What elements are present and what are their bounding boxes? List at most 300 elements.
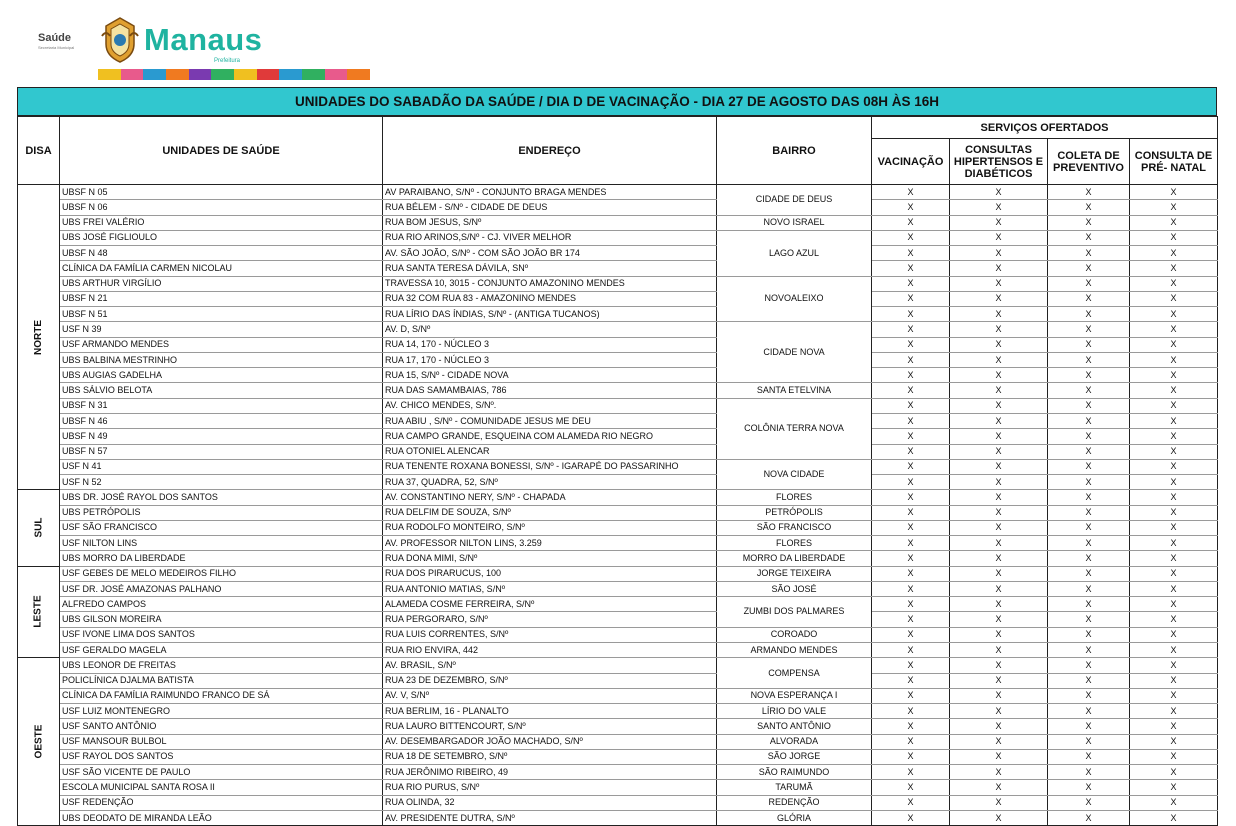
service-mark-coleta: X bbox=[1048, 322, 1130, 337]
service-mark-consultas: X bbox=[950, 520, 1048, 535]
table-row bbox=[18, 704, 1218, 719]
service-mark-coleta: X bbox=[1048, 704, 1130, 719]
table-row bbox=[18, 749, 1218, 764]
unit-address: RUA 37, QUADRA, 52, S/Nº bbox=[383, 475, 717, 490]
unit-name: USF GERALDO MAGELA bbox=[60, 642, 383, 657]
table-row bbox=[18, 627, 1218, 642]
unit-bairro: PETRÓPOLIS bbox=[717, 505, 872, 520]
service-mark-vacinacao: X bbox=[872, 261, 950, 276]
unit-bairro: NOVO ISRAEL bbox=[717, 215, 872, 230]
unit-bairro: SÃO FRANCISCO bbox=[717, 520, 872, 535]
table-row bbox=[18, 475, 1218, 490]
unit-address: RUA CAMPO GRANDE, ESQUEINA COM ALAMEDA RIO NEGRO bbox=[383, 429, 717, 444]
service-mark-coleta: X bbox=[1048, 352, 1130, 367]
prefeitura-label: Prefeitura bbox=[214, 58, 241, 64]
service-mark-prenatal: X bbox=[1130, 780, 1218, 795]
unit-address: RUA ABIU , S/Nº - COMUNIDADE JESUS ME DEU bbox=[383, 413, 717, 428]
unit-address: RUA BÉLEM - S/Nº - CIDADE DE DEUS bbox=[383, 200, 717, 215]
service-mark-prenatal: X bbox=[1130, 322, 1218, 337]
service-mark-prenatal: X bbox=[1130, 551, 1218, 566]
service-mark-coleta: X bbox=[1048, 215, 1130, 230]
service-mark-prenatal: X bbox=[1130, 612, 1218, 627]
disa-label: SUL bbox=[33, 517, 44, 538]
service-mark-consultas: X bbox=[950, 505, 1048, 520]
service-mark-vacinacao: X bbox=[872, 246, 950, 261]
service-mark-vacinacao: X bbox=[872, 566, 950, 581]
service-mark-vacinacao: X bbox=[872, 658, 950, 673]
service-mark-prenatal: X bbox=[1130, 429, 1218, 444]
unit-bairro: ARMANDO MENDES bbox=[717, 642, 872, 657]
service-mark-consultas: X bbox=[950, 276, 1048, 291]
table-row bbox=[18, 490, 1218, 505]
service-mark-prenatal: X bbox=[1130, 337, 1218, 352]
unit-address: AV. DESEMBARGADOR JOÃO MACHADO, S/Nº bbox=[383, 734, 717, 749]
table-row bbox=[18, 719, 1218, 734]
service-mark-vacinacao: X bbox=[872, 230, 950, 245]
service-mark-consultas: X bbox=[950, 749, 1048, 764]
service-mark-consultas: X bbox=[950, 566, 1048, 581]
unit-address: RUA OTONIEL ALENCAR bbox=[383, 444, 717, 459]
service-mark-coleta: X bbox=[1048, 688, 1130, 703]
units-table bbox=[17, 116, 1218, 826]
table-row bbox=[18, 322, 1218, 337]
prefeitura-logo bbox=[34, 12, 374, 82]
service-mark-consultas: X bbox=[950, 719, 1048, 734]
service-mark-vacinacao: X bbox=[872, 429, 950, 444]
service-mark-coleta: X bbox=[1048, 383, 1130, 398]
unit-bairro: FLORES bbox=[717, 536, 872, 551]
service-mark-prenatal: X bbox=[1130, 581, 1218, 596]
service-mark-coleta: X bbox=[1048, 246, 1130, 261]
table-row bbox=[18, 551, 1218, 566]
table-row bbox=[18, 810, 1218, 825]
unit-name: UBS AUGIAS GADELHA bbox=[60, 368, 383, 383]
table-row bbox=[18, 444, 1218, 459]
service-mark-consultas: X bbox=[950, 230, 1048, 245]
service-mark-consultas: X bbox=[950, 200, 1048, 215]
service-mark-consultas: X bbox=[950, 322, 1048, 337]
unit-bairro: GLÓRIA bbox=[717, 810, 872, 825]
service-mark-vacinacao: X bbox=[872, 795, 950, 810]
service-mark-vacinacao: X bbox=[872, 398, 950, 413]
service-mark-consultas: X bbox=[950, 413, 1048, 428]
service-mark-prenatal: X bbox=[1130, 688, 1218, 703]
unit-bairro: SÃO JORGE bbox=[717, 749, 872, 764]
header-bairro: BAIRRO bbox=[717, 117, 872, 185]
service-mark-prenatal: X bbox=[1130, 520, 1218, 535]
service-mark-prenatal: X bbox=[1130, 307, 1218, 322]
unit-name: USF NILTON LINS bbox=[60, 536, 383, 551]
service-mark-coleta: X bbox=[1048, 200, 1130, 215]
service-mark-prenatal: X bbox=[1130, 459, 1218, 474]
disa-label: OESTE bbox=[33, 724, 44, 759]
service-mark-coleta: X bbox=[1048, 459, 1130, 474]
table-row bbox=[18, 581, 1218, 596]
service-mark-vacinacao: X bbox=[872, 612, 950, 627]
table-row bbox=[18, 185, 1218, 200]
service-mark-vacinacao: X bbox=[872, 704, 950, 719]
service-mark-vacinacao: X bbox=[872, 749, 950, 764]
service-mark-consultas: X bbox=[950, 627, 1048, 642]
table-row bbox=[18, 261, 1218, 276]
unit-name: UBSF N 48 bbox=[60, 246, 383, 261]
unit-bairro: SÃO RAIMUNDO bbox=[717, 765, 872, 780]
unit-bairro: SANTA ETELVINA bbox=[717, 383, 872, 398]
service-mark-prenatal: X bbox=[1130, 765, 1218, 780]
service-mark-prenatal: X bbox=[1130, 291, 1218, 306]
service-mark-vacinacao: X bbox=[872, 780, 950, 795]
unit-name: UBS ARTHUR VIRGÍLIO bbox=[60, 276, 383, 291]
unit-address: RUA RIO ENVIRA, 442 bbox=[383, 642, 717, 657]
unit-address: RUA RIO ARINOS,S/Nº - CJ. VIVER MELHOR bbox=[383, 230, 717, 245]
service-mark-coleta: X bbox=[1048, 505, 1130, 520]
service-mark-consultas: X bbox=[950, 307, 1048, 322]
header-vacinacao: VACINAÇÃO bbox=[872, 139, 950, 185]
service-mark-prenatal: X bbox=[1130, 475, 1218, 490]
service-mark-coleta: X bbox=[1048, 307, 1130, 322]
unit-address: RUA JERÔNIMO RIBEIRO, 49 bbox=[383, 765, 717, 780]
unit-name: UBSF N 46 bbox=[60, 413, 383, 428]
service-mark-coleta: X bbox=[1048, 444, 1130, 459]
unit-bairro: REDENÇÃO bbox=[717, 795, 872, 810]
service-mark-consultas: X bbox=[950, 551, 1048, 566]
service-mark-consultas: X bbox=[950, 658, 1048, 673]
service-mark-coleta: X bbox=[1048, 276, 1130, 291]
table-row bbox=[18, 307, 1218, 322]
unit-address: RUA DAS SAMAMBAIAS, 786 bbox=[383, 383, 717, 398]
service-mark-coleta: X bbox=[1048, 658, 1130, 673]
unit-bairro: NOVA ESPERANÇA I bbox=[717, 688, 872, 703]
unit-name: UBSF N 49 bbox=[60, 429, 383, 444]
sheet-title: UNIDADES DO SABADÃO DA SAÚDE / DIA D DE VACINAÇÃO - DIA 27 DE AGOSTO DAS 08H ÀS 16H bbox=[17, 87, 1217, 116]
unit-address: RUA ANTONIO MATIAS, S/Nº bbox=[383, 581, 717, 596]
service-mark-consultas: X bbox=[950, 246, 1048, 261]
service-mark-coleta: X bbox=[1048, 230, 1130, 245]
table-row bbox=[18, 566, 1218, 581]
service-mark-vacinacao: X bbox=[872, 307, 950, 322]
unit-address: RUA 14, 170 - NÚCLEO 3 bbox=[383, 337, 717, 352]
unit-name: UBS LEONOR DE FREITAS bbox=[60, 658, 383, 673]
unit-address: RUA SANTA TERESA DÁVILA, SNº bbox=[383, 261, 717, 276]
table-row bbox=[18, 291, 1218, 306]
table-row bbox=[18, 734, 1218, 749]
header-coleta: COLETA DE PREVENTIVO bbox=[1048, 139, 1130, 185]
service-mark-consultas: X bbox=[950, 536, 1048, 551]
unit-name: USF N 52 bbox=[60, 475, 383, 490]
service-mark-prenatal: X bbox=[1130, 704, 1218, 719]
service-mark-consultas: X bbox=[950, 429, 1048, 444]
service-mark-prenatal: X bbox=[1130, 795, 1218, 810]
service-mark-coleta: X bbox=[1048, 429, 1130, 444]
service-mark-coleta: X bbox=[1048, 581, 1130, 596]
service-mark-vacinacao: X bbox=[872, 368, 950, 383]
service-mark-prenatal: X bbox=[1130, 673, 1218, 688]
service-mark-vacinacao: X bbox=[872, 581, 950, 596]
service-mark-consultas: X bbox=[950, 780, 1048, 795]
service-mark-consultas: X bbox=[950, 398, 1048, 413]
unit-bairro: SÃO JOSÉ bbox=[717, 581, 872, 596]
header-disa: DISA bbox=[18, 117, 60, 185]
service-mark-coleta: X bbox=[1048, 734, 1130, 749]
unit-name: USF REDENÇÃO bbox=[60, 795, 383, 810]
disa-cell bbox=[18, 658, 60, 826]
service-mark-coleta: X bbox=[1048, 765, 1130, 780]
unit-name: USF GEBES DE MELO MEDEIROS FILHO bbox=[60, 566, 383, 581]
service-mark-consultas: X bbox=[950, 581, 1048, 596]
service-mark-vacinacao: X bbox=[872, 490, 950, 505]
unit-address: TRAVESSA 10, 3015 - CONJUNTO AMAZONINO MENDES bbox=[383, 276, 717, 291]
unit-address: RUA 18 DE SETEMBRO, S/Nº bbox=[383, 749, 717, 764]
unit-name: UBS DEODATO DE MIRANDA LEÃO bbox=[60, 810, 383, 825]
unit-address: AV. BRASIL, S/Nº bbox=[383, 658, 717, 673]
service-mark-vacinacao: X bbox=[872, 352, 950, 367]
table-row bbox=[18, 200, 1218, 215]
service-mark-prenatal: X bbox=[1130, 383, 1218, 398]
service-mark-consultas: X bbox=[950, 642, 1048, 657]
service-mark-vacinacao: X bbox=[872, 505, 950, 520]
unit-address: AV. V, S/Nº bbox=[383, 688, 717, 703]
service-mark-consultas: X bbox=[950, 597, 1048, 612]
service-mark-coleta: X bbox=[1048, 795, 1130, 810]
service-mark-prenatal: X bbox=[1130, 215, 1218, 230]
unit-name: UBS DR. JOSÉ RAYOL DOS SANTOS bbox=[60, 490, 383, 505]
table-row bbox=[18, 383, 1218, 398]
service-mark-vacinacao: X bbox=[872, 383, 950, 398]
service-mark-consultas: X bbox=[950, 490, 1048, 505]
disa-label: NORTE bbox=[33, 319, 44, 355]
service-mark-consultas: X bbox=[950, 444, 1048, 459]
table-row bbox=[18, 505, 1218, 520]
saude-label: Saúde bbox=[38, 32, 72, 44]
unit-name: UBS MORRO DA LIBERDADE bbox=[60, 551, 383, 566]
disa-cell bbox=[18, 185, 60, 490]
service-mark-vacinacao: X bbox=[872, 673, 950, 688]
service-mark-prenatal: X bbox=[1130, 413, 1218, 428]
table-row bbox=[18, 398, 1218, 413]
unit-name: USF N 39 bbox=[60, 322, 383, 337]
table-row bbox=[18, 368, 1218, 383]
unit-address: AV. SÃO JOÃO, S/Nº - COM SÃO JOÃO BR 174 bbox=[383, 246, 717, 261]
unit-name: USF SANTO ANTÔNIO bbox=[60, 719, 383, 734]
unit-address: RUA DOS PIRARUCUS, 100 bbox=[383, 566, 717, 581]
unit-address: RUA 15, S/Nº - CIDADE NOVA bbox=[383, 368, 717, 383]
service-mark-coleta: X bbox=[1048, 627, 1130, 642]
unit-address: RUA 32 COM RUA 83 - AMAZONINO MENDES bbox=[383, 291, 717, 306]
unit-address: RUA LUIS CORRENTES, S/Nº bbox=[383, 627, 717, 642]
unit-name: UBSF N 51 bbox=[60, 307, 383, 322]
unit-name: UBS BALBINA MESTRINHO bbox=[60, 352, 383, 367]
service-mark-consultas: X bbox=[950, 810, 1048, 825]
service-mark-coleta: X bbox=[1048, 673, 1130, 688]
unit-bairro: ALVORADA bbox=[717, 734, 872, 749]
service-mark-coleta: X bbox=[1048, 566, 1130, 581]
service-mark-prenatal: X bbox=[1130, 505, 1218, 520]
service-mark-prenatal: X bbox=[1130, 444, 1218, 459]
table-row bbox=[18, 795, 1218, 810]
unit-name: ESCOLA MUNICIPAL SANTA ROSA II bbox=[60, 780, 383, 795]
table-row bbox=[18, 215, 1218, 230]
unit-bairro: SANTO ANTÔNIO bbox=[717, 719, 872, 734]
unit-bairro: NOVOALEIXO bbox=[717, 276, 872, 322]
service-mark-coleta: X bbox=[1048, 475, 1130, 490]
service-mark-consultas: X bbox=[950, 795, 1048, 810]
service-mark-coleta: X bbox=[1048, 185, 1130, 200]
service-mark-consultas: X bbox=[950, 612, 1048, 627]
unit-name: USF IVONE LIMA DOS SANTOS bbox=[60, 627, 383, 642]
unit-name: UBSF N 05 bbox=[60, 185, 383, 200]
service-mark-vacinacao: X bbox=[872, 200, 950, 215]
service-mark-vacinacao: X bbox=[872, 642, 950, 657]
service-mark-prenatal: X bbox=[1130, 246, 1218, 261]
service-mark-vacinacao: X bbox=[872, 719, 950, 734]
table-row bbox=[18, 459, 1218, 474]
disa-label: LESTE bbox=[32, 595, 44, 629]
unit-name: USF MANSOUR BULBOL bbox=[60, 734, 383, 749]
service-mark-coleta: X bbox=[1048, 490, 1130, 505]
service-mark-vacinacao: X bbox=[872, 337, 950, 352]
unit-address: RUA 17, 170 - NÚCLEO 3 bbox=[383, 352, 717, 367]
unit-bairro: FLORES bbox=[717, 490, 872, 505]
table-row bbox=[18, 246, 1218, 261]
service-mark-coleta: X bbox=[1048, 780, 1130, 795]
service-mark-prenatal: X bbox=[1130, 398, 1218, 413]
service-mark-consultas: X bbox=[950, 673, 1048, 688]
service-mark-coleta: X bbox=[1048, 261, 1130, 276]
unit-name: CLÍNICA DA FAMÍLIA RAIMUNDO FRANCO DE SÁ bbox=[60, 688, 383, 703]
unit-address: AV. CONSTANTINO NERY, S/Nº - CHAPADA bbox=[383, 490, 717, 505]
service-mark-vacinacao: X bbox=[872, 475, 950, 490]
color-strip bbox=[98, 69, 370, 80]
service-mark-prenatal: X bbox=[1130, 230, 1218, 245]
service-mark-prenatal: X bbox=[1130, 597, 1218, 612]
table-row bbox=[18, 520, 1218, 535]
table-row bbox=[18, 276, 1218, 291]
unit-name: USF SÃO VICENTE DE PAULO bbox=[60, 765, 383, 780]
service-mark-coleta: X bbox=[1048, 520, 1130, 535]
unit-bairro: JORGE TEIXEIRA bbox=[717, 566, 872, 581]
table-row bbox=[18, 780, 1218, 795]
service-mark-consultas: X bbox=[950, 368, 1048, 383]
city-crest-icon bbox=[100, 16, 140, 64]
header-consultas: CONSULTAS HIPERTENSOS E DIABÉTICOS bbox=[950, 139, 1048, 185]
service-mark-prenatal: X bbox=[1130, 368, 1218, 383]
unit-address: RUA RODOLFO MONTEIRO, S/Nº bbox=[383, 520, 717, 535]
table-row bbox=[18, 597, 1218, 612]
unit-address: RUA 23 DE DEZEMBRO, S/Nº bbox=[383, 673, 717, 688]
unit-name: USF N 41 bbox=[60, 459, 383, 474]
unit-name: USF RAYOL DOS SANTOS bbox=[60, 749, 383, 764]
service-mark-prenatal: X bbox=[1130, 185, 1218, 200]
service-mark-consultas: X bbox=[950, 734, 1048, 749]
unit-bairro: LÍRIO DO VALE bbox=[717, 704, 872, 719]
header-endereco: ENDEREÇO bbox=[383, 117, 717, 185]
unit-name: USF ARMANDO MENDES bbox=[60, 337, 383, 352]
service-mark-coleta: X bbox=[1048, 642, 1130, 657]
service-mark-vacinacao: X bbox=[872, 413, 950, 428]
manaus-wordmark: Manaus bbox=[144, 22, 263, 57]
service-mark-vacinacao: X bbox=[872, 291, 950, 306]
service-mark-consultas: X bbox=[950, 459, 1048, 474]
unit-bairro: MORRO DA LIBERDADE bbox=[717, 551, 872, 566]
service-mark-consultas: X bbox=[950, 765, 1048, 780]
table-row bbox=[18, 765, 1218, 780]
service-mark-consultas: X bbox=[950, 688, 1048, 703]
unit-bairro: TARUMÃ bbox=[717, 780, 872, 795]
units-table-body bbox=[18, 185, 1218, 826]
service-mark-coleta: X bbox=[1048, 413, 1130, 428]
service-mark-coleta: X bbox=[1048, 810, 1130, 825]
table-row bbox=[18, 673, 1218, 688]
service-mark-vacinacao: X bbox=[872, 551, 950, 566]
service-mark-prenatal: X bbox=[1130, 261, 1218, 276]
header-unidades: UNIDADES DE SAÚDE bbox=[60, 117, 383, 185]
service-mark-consultas: X bbox=[950, 704, 1048, 719]
service-mark-coleta: X bbox=[1048, 368, 1130, 383]
service-mark-prenatal: X bbox=[1130, 566, 1218, 581]
service-mark-vacinacao: X bbox=[872, 765, 950, 780]
service-mark-consultas: X bbox=[950, 337, 1048, 352]
schedule-sheet bbox=[17, 87, 1217, 826]
table-row bbox=[18, 688, 1218, 703]
service-mark-coleta: X bbox=[1048, 749, 1130, 764]
service-mark-prenatal: X bbox=[1130, 627, 1218, 642]
unit-name: POLICLÍNICA DJALMA BATISTA bbox=[60, 673, 383, 688]
unit-bairro: CIDADE NOVA bbox=[717, 322, 872, 383]
service-mark-vacinacao: X bbox=[872, 627, 950, 642]
unit-address: RUA LAURO BITTENCOURT, S/Nº bbox=[383, 719, 717, 734]
service-mark-coleta: X bbox=[1048, 398, 1130, 413]
table-row bbox=[18, 352, 1218, 367]
service-mark-vacinacao: X bbox=[872, 459, 950, 474]
unit-name: UBSF N 31 bbox=[60, 398, 383, 413]
service-mark-vacinacao: X bbox=[872, 536, 950, 551]
service-mark-prenatal: X bbox=[1130, 276, 1218, 291]
table-row bbox=[18, 230, 1218, 245]
service-mark-consultas: X bbox=[950, 475, 1048, 490]
service-mark-vacinacao: X bbox=[872, 185, 950, 200]
service-mark-prenatal: X bbox=[1130, 734, 1218, 749]
service-mark-coleta: X bbox=[1048, 719, 1130, 734]
unit-address: RUA TENENTE ROXANA BONESSI, S/Nº - IGARAPÉ DO PASSARINHO bbox=[383, 459, 717, 474]
table-row bbox=[18, 429, 1218, 444]
unit-address: RUA PERGORARO, S/Nº bbox=[383, 612, 717, 627]
unit-address: RUA BERLIM, 16 - PLANALTO bbox=[383, 704, 717, 719]
service-mark-coleta: X bbox=[1048, 597, 1130, 612]
table-row bbox=[18, 413, 1218, 428]
service-mark-vacinacao: X bbox=[872, 276, 950, 291]
unit-name: ALFREDO CAMPOS bbox=[60, 597, 383, 612]
unit-address: AV. PRESIDENTE DUTRA, S/Nº bbox=[383, 810, 717, 825]
service-mark-consultas: X bbox=[950, 352, 1048, 367]
service-mark-coleta: X bbox=[1048, 551, 1130, 566]
table-row bbox=[18, 337, 1218, 352]
unit-bairro: CIDADE DE DEUS bbox=[717, 185, 872, 216]
unit-address: AV. D, S/Nº bbox=[383, 322, 717, 337]
table-row bbox=[18, 642, 1218, 657]
unit-name: UBS FREI VALÉRIO bbox=[60, 215, 383, 230]
service-mark-vacinacao: X bbox=[872, 810, 950, 825]
service-mark-prenatal: X bbox=[1130, 658, 1218, 673]
service-mark-prenatal: X bbox=[1130, 810, 1218, 825]
table-row bbox=[18, 536, 1218, 551]
disa-cell bbox=[18, 490, 60, 566]
unit-name: UBSF N 06 bbox=[60, 200, 383, 215]
service-mark-vacinacao: X bbox=[872, 688, 950, 703]
table-row bbox=[18, 612, 1218, 627]
unit-name: UBS GILSON MOREIRA bbox=[60, 612, 383, 627]
unit-address: AV PARAIBANO, S/Nº - CONJUNTO BRAGA MENDES bbox=[383, 185, 717, 200]
unit-address: AV. PROFESSOR NILTON LINS, 3.259 bbox=[383, 536, 717, 551]
